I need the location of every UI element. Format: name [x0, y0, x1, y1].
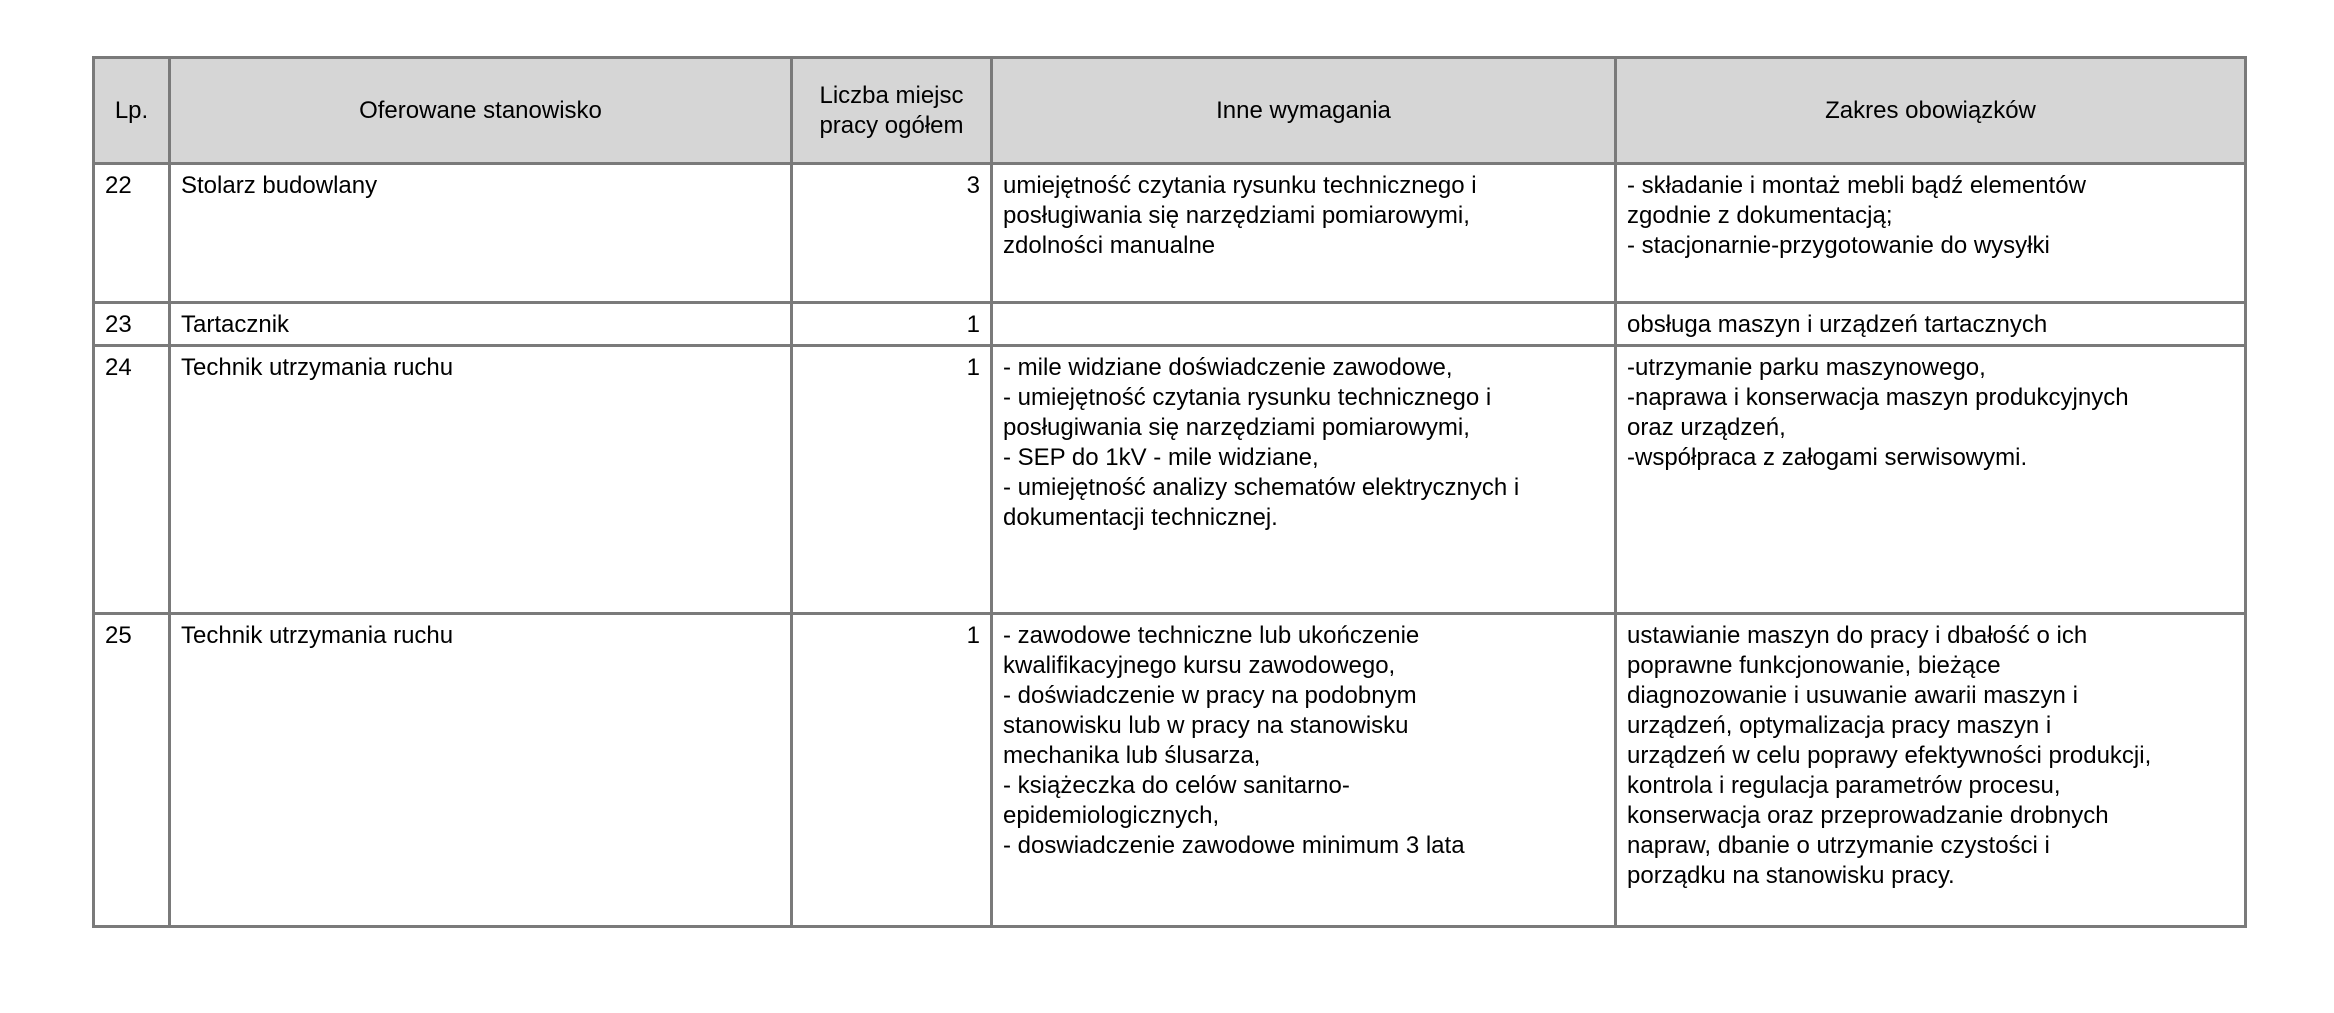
cell-places: 3	[792, 164, 992, 303]
cell-lp: 25	[94, 614, 170, 927]
cell-position: Tartacznik	[170, 303, 792, 346]
cell-requirements: umiejętność czytania rysunku technicznego i posługiwania się narzędziami pomiarowymi, zdolności manualne	[992, 164, 1616, 303]
table-header	[94, 58, 2246, 164]
header-places: Liczba miejsc pracy ogółem	[792, 58, 992, 164]
cell-places: 1	[792, 614, 992, 927]
cell-duties: -utrzymanie parku maszynowego, -naprawa i konserwacja maszyn produkcyjnych oraz urządzeń, -współpraca z załogami serwisowymi.	[1616, 346, 2246, 614]
cell-position: Technik utrzymania ruchu	[170, 346, 792, 614]
cell-duties: ustawianie maszyn do pracy i dbałość o ich poprawne funkcjonowanie, bieżące diagnozowanie i usuwanie awarii maszyn i urządzeń, optymalizacja pracy maszyn i urządzeń w celu poprawy efektywności produkcji, kontrola i regulacja parametrów procesu, konserwacja oraz przeprowadzanie drobnych napraw, dbanie o utrzymanie czystości i porządku na stanowisku pracy.	[1616, 614, 2246, 927]
cell-places: 1	[792, 346, 992, 614]
cell-position: Stolarz budowlany	[170, 164, 792, 303]
cell-requirements: - zawodowe techniczne lub ukończenie kwalifikacyjnego kursu zawodowego, - doświadczenie w pracy na podobnym stanowisku lub w pracy na stanowisku mechanika lub ślusarza, - książeczka do celów sanitarno- epidemiologicznych, - doswiadczenie zawodowe minimum 3 lata	[992, 614, 1616, 927]
header-row	[94, 58, 2246, 164]
cell-requirements: - mile widziane doświadczenie zawodowe, - umiejętność czytania rysunku technicznego i posługiwania się narzędziami pomiarowymi, - SEP do 1kV - mile widziane, - umiejętność analizy schematów elektrycznych i dokumentacji technicznej.	[992, 346, 1616, 614]
header-lp: Lp.	[94, 58, 170, 164]
header-duties: Zakres obowiązków	[1616, 58, 2246, 164]
job-offers-table	[92, 56, 2247, 928]
header-requirements: Inne wymagania	[992, 58, 1616, 164]
cell-lp: 23	[94, 303, 170, 346]
cell-lp: 24	[94, 346, 170, 614]
cell-lp: 22	[94, 164, 170, 303]
table-row	[94, 346, 2246, 614]
table-body	[94, 164, 2246, 927]
cell-places: 1	[792, 303, 992, 346]
cell-duties: obsługa maszyn i urządzeń tartacznych	[1616, 303, 2246, 346]
table-row	[94, 614, 2246, 927]
cell-position: Technik utrzymania ruchu	[170, 614, 792, 927]
table-row	[94, 164, 2246, 303]
table-row	[94, 303, 2246, 346]
header-position: Oferowane stanowisko	[170, 58, 792, 164]
cell-requirements	[992, 303, 1616, 346]
cell-duties: - składanie i montaż mebli bądź elementów zgodnie z dokumentacją; - stacjonarnie-przygotowanie do wysyłki	[1616, 164, 2246, 303]
